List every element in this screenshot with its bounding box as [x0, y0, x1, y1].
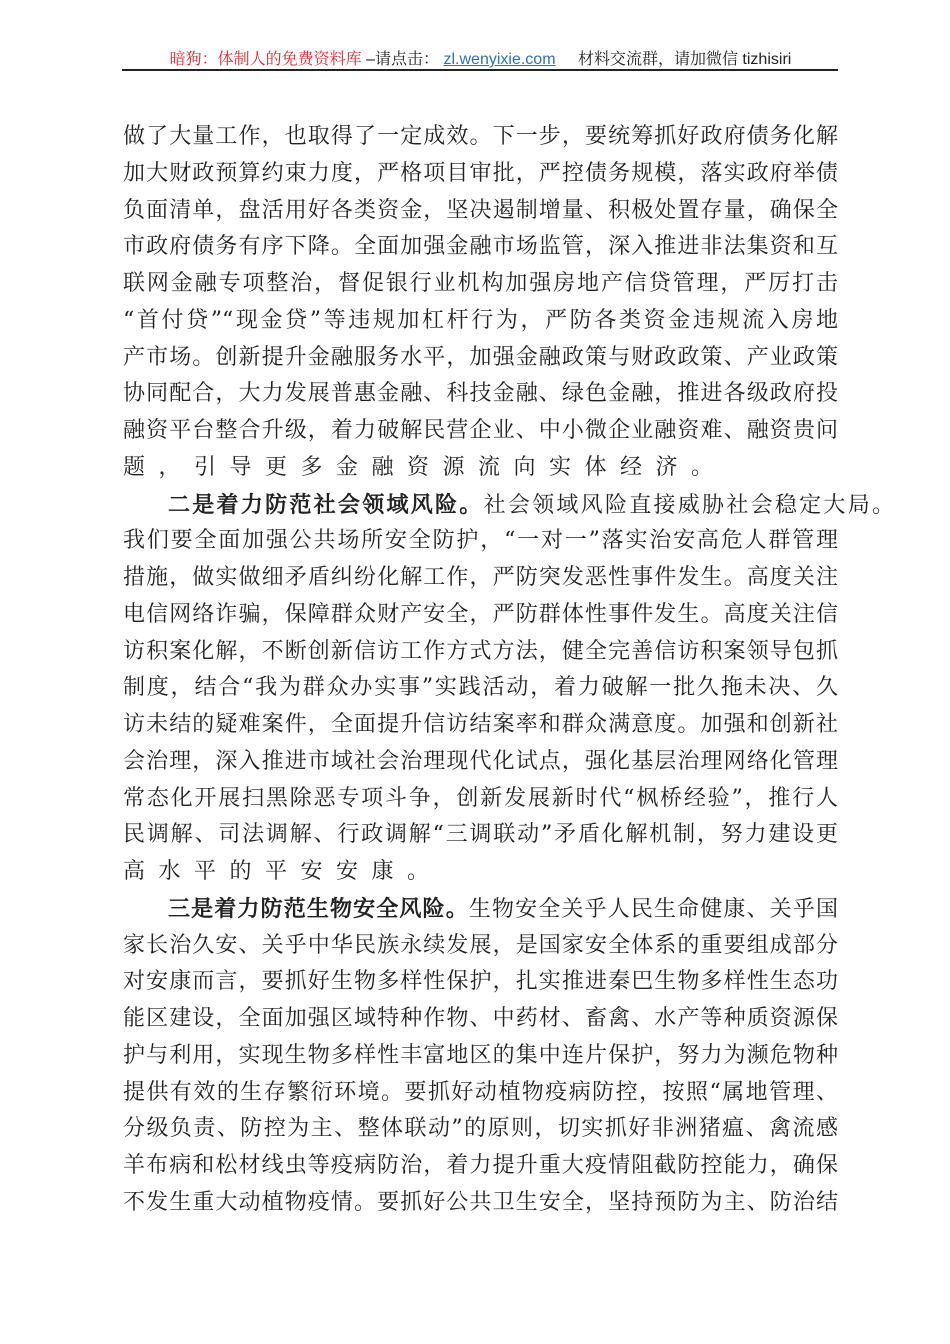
header-link[interactable]: zl.wenyixie.com: [443, 51, 556, 68]
text-span: 生物安全关乎人民生命健康、关乎国: [468, 896, 838, 922]
text-line: 分级负责、防控为主、整体联动”的原则，切实抓好非洲猪瘟、禽流感: [123, 1116, 838, 1142]
text-line: “首付贷”“现金贷”等违规加杠杆行为，严防各类资金违规流入房地: [123, 307, 838, 333]
page-header: [123, 46, 838, 70]
text-line: 羊布病和松材线虫等疫病防治，着力提升重大疫情阻截防控能力，确保: [123, 1153, 838, 1178]
text-line: 家长治久安、关乎中华民族永续发展，是国家安全体系的重要组成部分: [123, 932, 838, 958]
text-line: 做了大量工作，也取得了一定成效。下一步，要统筹抓好政府债务化解: [123, 124, 838, 149]
text-line: 护与利用，实现生物多样性丰富地区的集中连片保护，努力为濒危物种: [123, 1042, 838, 1068]
text-line: 融资平台整合升级，着力破解民营企业、中小微企业融资难、融资贵问: [123, 418, 838, 443]
text-line: 负面清单，盘活用好各类资金，坚决遏制增量、积极处置存量，确保全: [123, 197, 838, 223]
text-span: 社会领域风险直接威胁社会稳定大局。: [483, 492, 894, 518]
text-line: 对安康而言，要抓好生物多样性保护，扎实推进秦巴生物多样性生态功: [123, 969, 838, 995]
text-line: 访积案化解，不断创新信访工作方式方法，健全完善信访积案领导包抓: [123, 638, 838, 664]
text-line: 产市场。创新提升金融服务水平，加强金融政策与财政政策、产业政策: [123, 344, 838, 370]
text-line: 加大财政预算约束力度，严格项目审批，严控债务规模，落实政府举债: [123, 160, 838, 186]
text-line: 访未结的疑难案件，全面提升信访结案率和群众满意度。加强和创新社: [123, 712, 838, 737]
text-line: 联网金融专项整治，督促银行业机构加强房地产信贷管理，严厉打击: [123, 271, 838, 296]
text-line: 电信网络诈骗，保障群众财产安全，严防群体性事件发生。高度关注信: [123, 601, 838, 627]
text-line: 制度，结合“我为群众办实事”实践活动，着力破解一批久拖未决、久: [123, 675, 838, 701]
text-line: 常态化开展扫黑除恶专项斗争，创新发展新时代“枫桥经验”，推行人: [123, 785, 838, 811]
text-line: 市政府债务有序下降。全面加强金融市场监管，深入推进非法集资和互: [123, 234, 838, 260]
section-heading: 三是着力防范生物安全风险。: [168, 895, 469, 922]
header-contact: 材料交流群，请加微信 tizhisiri: [577, 51, 792, 68]
section-heading: 二是着力防范社会领域风险。: [168, 491, 484, 518]
text-line: 协同配合，大力发展普惠金融、科技金融、绿色金融，推进各级政府投: [123, 381, 838, 407]
text-line: 能区建设，全面加强区域特种作物、中药材、畜禽、水产等种质资源保: [123, 1006, 838, 1031]
header-prompt: –请点击：: [366, 51, 440, 68]
header-brand: 暗狗：体制人的免费资料库: [169, 51, 362, 68]
text-line: 高水平的平安安康。: [123, 859, 443, 884]
text-line: 不发生重大动植物疫情。要抓好公共卫生安全，坚持预防为主、防治结: [123, 1189, 838, 1215]
text-line: 提供有效的生存繁衍环境。要抓好动植物疫病防控，按照“属地管理、: [123, 1079, 838, 1105]
text-line: 题，引导更多金融资源流向实体经济。: [123, 454, 727, 480]
text-line: 我们要全面加强公共场所安全防护，“一对一”落实治安高危人群管理: [123, 528, 838, 554]
document-body: [123, 119, 894, 1222]
header-rule: [122, 69, 838, 71]
text-line: 会治理，深入推进市域社会治理现代化试点，强化基层治理网络化管理: [123, 748, 838, 774]
paragraph-heading-line: [123, 891, 838, 928]
paragraph-heading-line: [123, 487, 894, 524]
text-line: 措施，做实做细矛盾纠纷化解工作，严防突发恶性事件发生。高度关注: [123, 565, 838, 590]
text-line: 民调解、司法调解、行政调解“三调联动”矛盾化解机制，努力建设更: [123, 822, 838, 848]
